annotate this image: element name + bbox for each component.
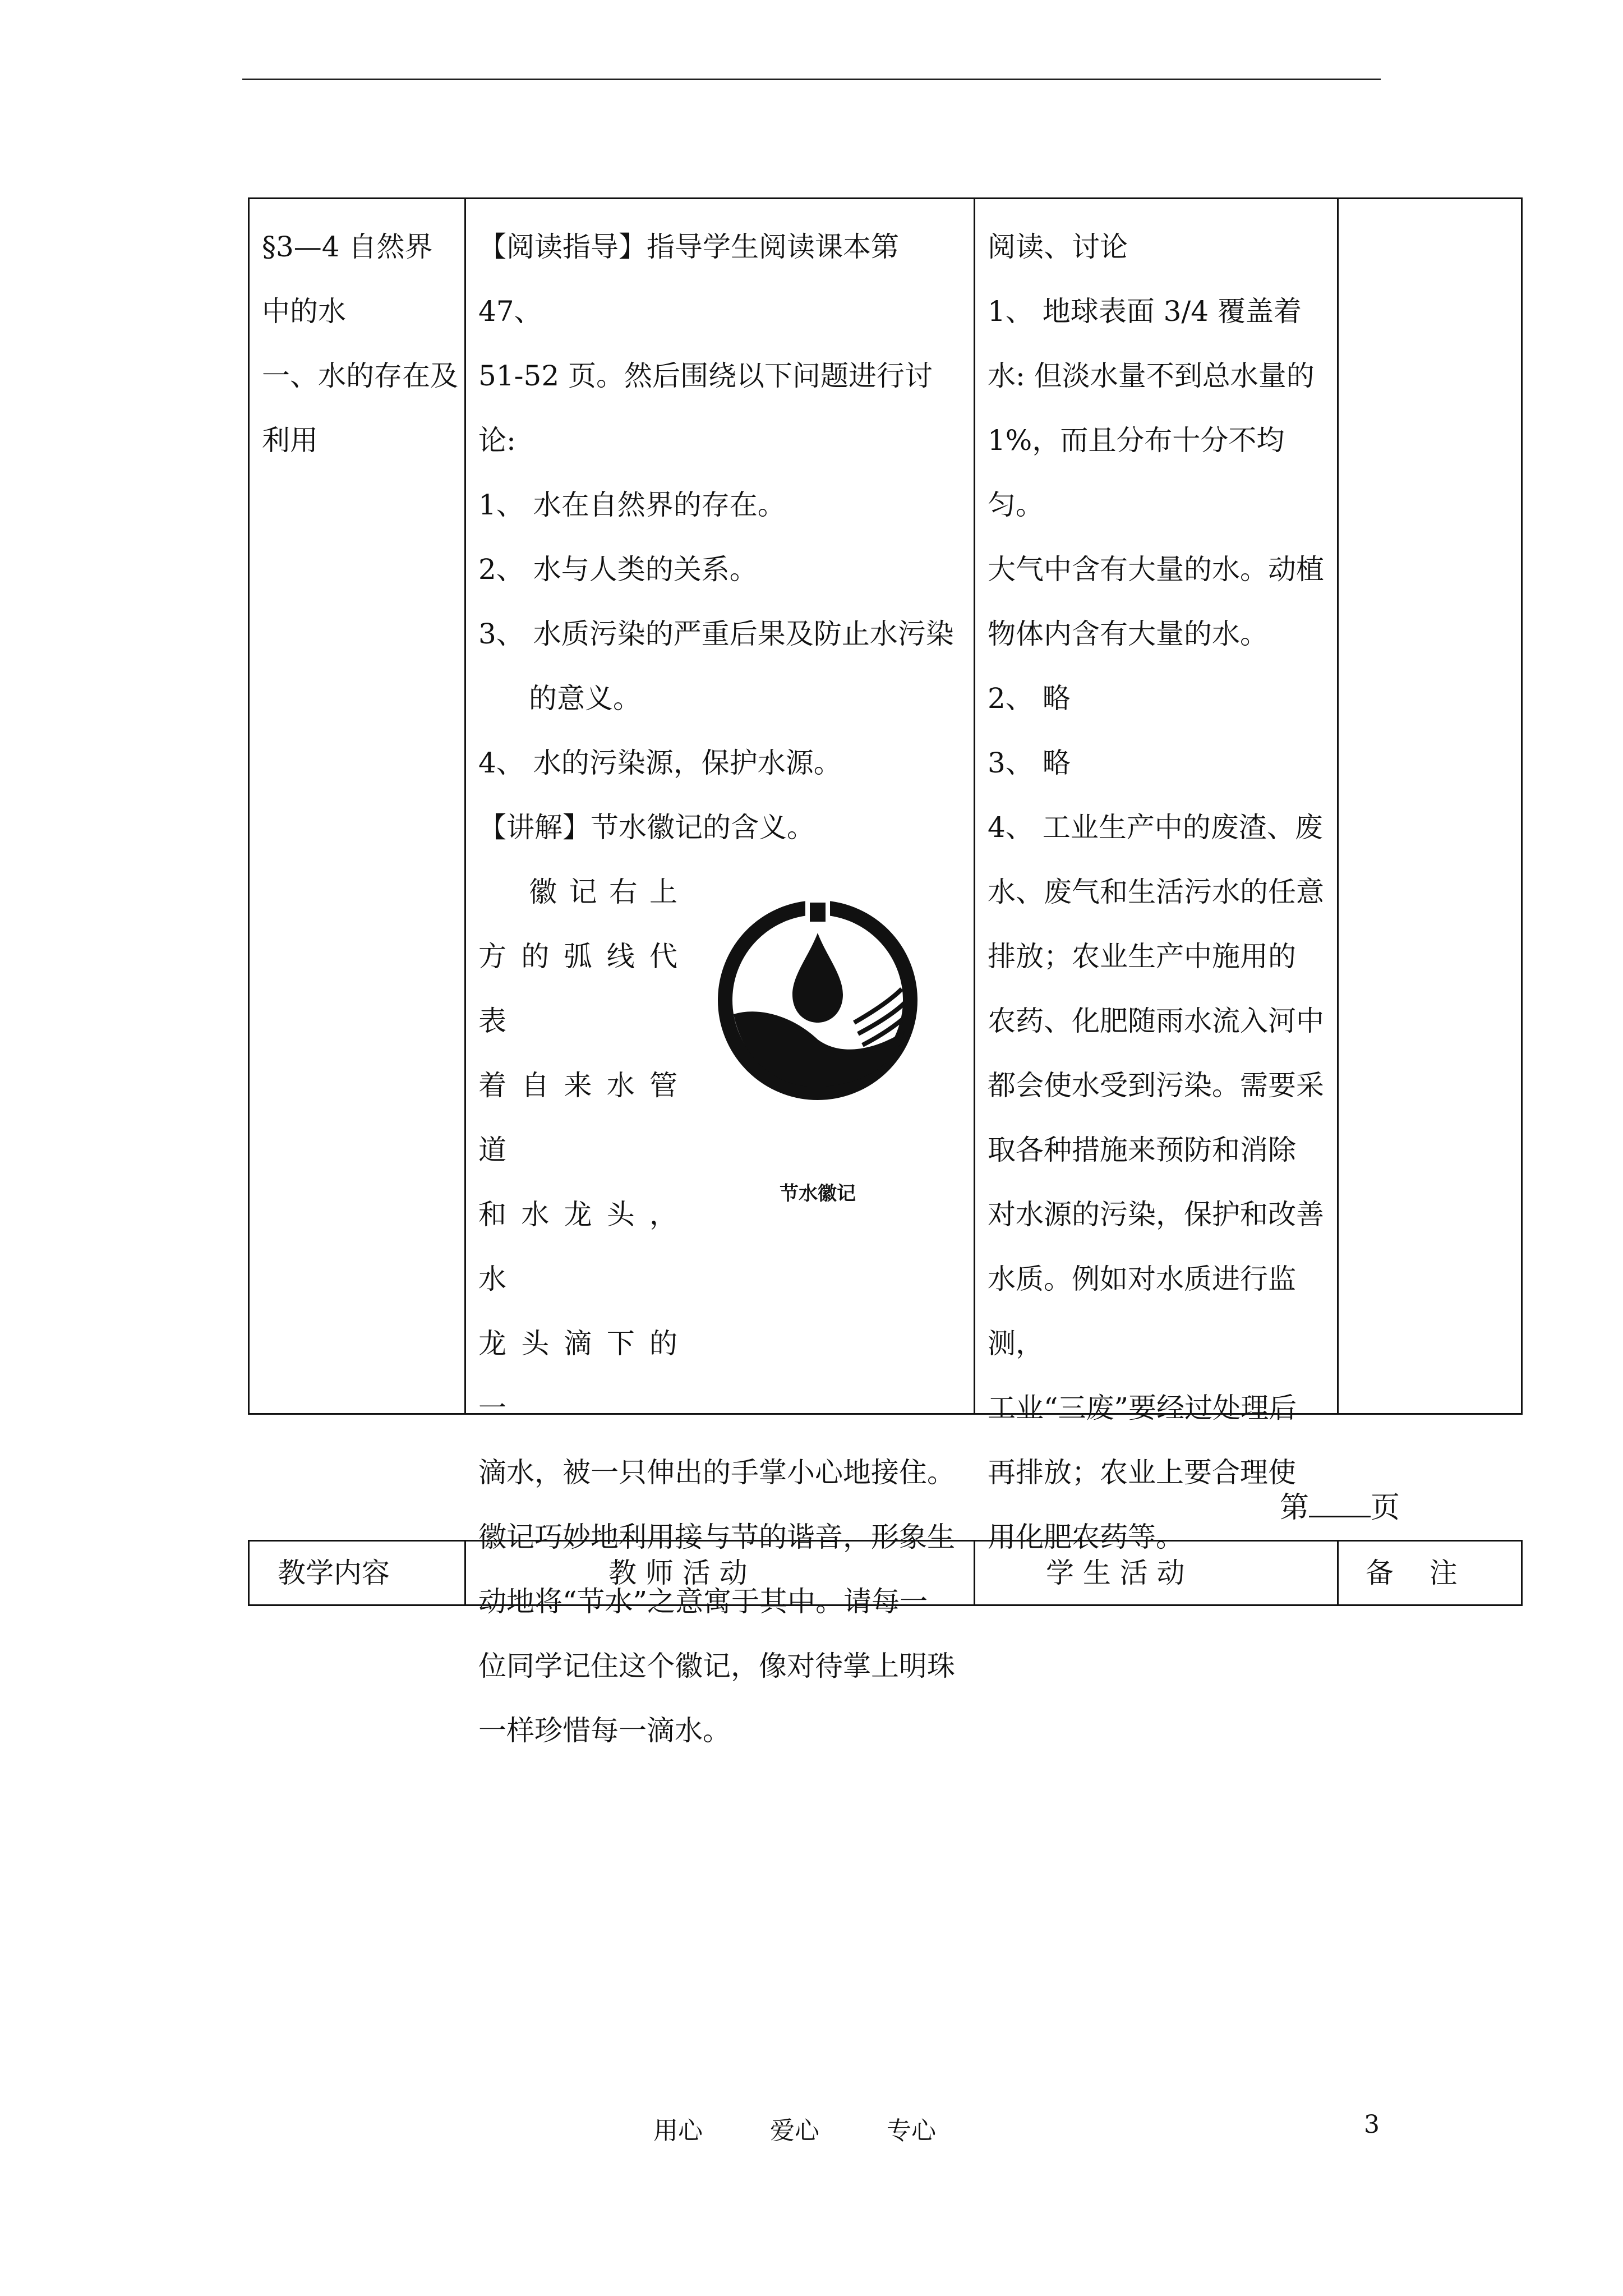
page-label-suffix: 页 bbox=[1371, 1491, 1400, 1525]
emblem-line: 着 自 来 水 管 道 bbox=[478, 1069, 677, 1166]
body-line: 滴水，被一只伸出的手掌小心地接住。 bbox=[478, 1456, 955, 1489]
page-number-blank bbox=[1309, 1491, 1371, 1517]
teacher-activity-cell bbox=[478, 215, 966, 1763]
student-line: 1%，而且分布十分不均匀。 bbox=[988, 424, 1285, 521]
student-line: 水、废气和生活污水的任意 bbox=[988, 876, 1324, 908]
footer-slogan bbox=[653, 2110, 1003, 2146]
footer-page-number: 3 bbox=[1364, 2110, 1380, 2139]
student-line: 3、 略 bbox=[988, 747, 1071, 779]
question-item: 2、 水与人类的关系。 bbox=[478, 553, 758, 586]
student-line: 4、 工业生产中的废渣、废 bbox=[988, 811, 1323, 844]
student-line: 工业“三废”要经过处理后 bbox=[988, 1392, 1297, 1424]
column-divider bbox=[974, 1542, 975, 1604]
header-teaching-content: 教学内容 bbox=[278, 1557, 390, 1589]
student-activity-cell bbox=[988, 215, 1324, 1570]
water-saving-emblem bbox=[711, 871, 924, 1205]
content-line: 利用 bbox=[262, 424, 318, 457]
header-remarks: 备 注 bbox=[1366, 1557, 1458, 1589]
student-line: 水质。例如对水质进行监测， bbox=[988, 1263, 1296, 1360]
question-item: 3、 水质污染的严重后果及防止水污染 bbox=[478, 618, 954, 650]
student-line: 水: 但淡水量不到总水量的 bbox=[988, 360, 1315, 392]
reading-guide: 51-52 页。然后围绕以下问题进行讨论: bbox=[478, 360, 933, 457]
student-line: 2、 略 bbox=[988, 682, 1071, 715]
emblem-section bbox=[478, 860, 966, 1441]
student-line: 对水源的污染，保护和改善 bbox=[988, 1198, 1324, 1231]
header-rule bbox=[242, 79, 1381, 80]
student-line: 物体内含有大量的水。 bbox=[988, 618, 1268, 650]
column-divider bbox=[1337, 1542, 1339, 1604]
page-label-prefix: 第 bbox=[1280, 1491, 1310, 1525]
student-line: 再排放；农业上要合理使 bbox=[988, 1456, 1296, 1489]
question-item: 4、 水的污染源，保护水源。 bbox=[478, 747, 842, 779]
teaching-content-cell bbox=[262, 215, 461, 473]
student-line: 用化肥农药等。 bbox=[988, 1521, 1184, 1553]
page-number-label bbox=[1280, 1484, 1400, 1526]
student-line: 排放；农业生产中施用的 bbox=[988, 940, 1296, 973]
water-saving-emblem-icon bbox=[711, 871, 924, 1163]
emblem-line: 徽 记 右 上 bbox=[529, 876, 677, 908]
emblem-description bbox=[478, 860, 677, 1441]
footer-slogan-item: 专心 bbox=[887, 2116, 936, 2145]
body-line: 动地将“节水”之意寓于其中。请每一 bbox=[478, 1585, 928, 1618]
footer-slogan-item: 爱心 bbox=[770, 2116, 819, 2145]
column-divider bbox=[1337, 199, 1339, 1413]
column-divider bbox=[464, 1542, 466, 1604]
body-line: 徽记巧妙地利用接与节的谐音，形象生 bbox=[478, 1521, 955, 1553]
question-item-continued: 的意义。 bbox=[529, 682, 641, 715]
student-line: 阅读、讨论 bbox=[988, 231, 1128, 263]
student-line: 都会使水受到污染。需要采 bbox=[988, 1069, 1324, 1102]
footer-slogan-item: 用心 bbox=[653, 2116, 703, 2145]
student-line: 1、 地球表面 3/4 覆盖着 bbox=[988, 295, 1302, 328]
body-line: 一样珍惜每一滴水。 bbox=[478, 1714, 731, 1747]
explanation-heading: 【讲解】节水徽记的含义。 bbox=[478, 811, 815, 844]
emblem-line: 和 水 龙 头 ， 水 bbox=[478, 1198, 677, 1295]
column-header-table bbox=[248, 1540, 1523, 1606]
student-line: 大气中含有大量的水。动植 bbox=[988, 553, 1324, 586]
student-line: 取各种措施来预防和消除 bbox=[988, 1134, 1296, 1166]
question-item: 1、 水在自然界的存在。 bbox=[478, 489, 786, 521]
column-divider bbox=[974, 199, 975, 1413]
column-divider bbox=[464, 199, 466, 1413]
header-teacher-activity: 教 师 活 动 bbox=[608, 1557, 748, 1589]
student-line: 农药、化肥随雨水流入河中 bbox=[988, 1005, 1324, 1037]
reading-guide: 【阅读指导】指导学生阅读课本第 47、 bbox=[478, 231, 899, 328]
emblem-caption: 节水徽记 bbox=[780, 1182, 856, 1205]
header-student-activity: 学 生 活 动 bbox=[1046, 1557, 1185, 1589]
content-line: 中的水 bbox=[262, 295, 346, 328]
emblem-line: 龙 头 滴 下 的 一 bbox=[478, 1327, 677, 1424]
content-line: §3—4 自然界 bbox=[262, 231, 433, 263]
body-line: 位同学记住这个徽记，像对待掌上明珠 bbox=[478, 1650, 955, 1682]
emblem-line: 方 的 弧 线 代 表 bbox=[478, 940, 677, 1037]
content-line: 一、水的存在及 bbox=[262, 360, 458, 392]
